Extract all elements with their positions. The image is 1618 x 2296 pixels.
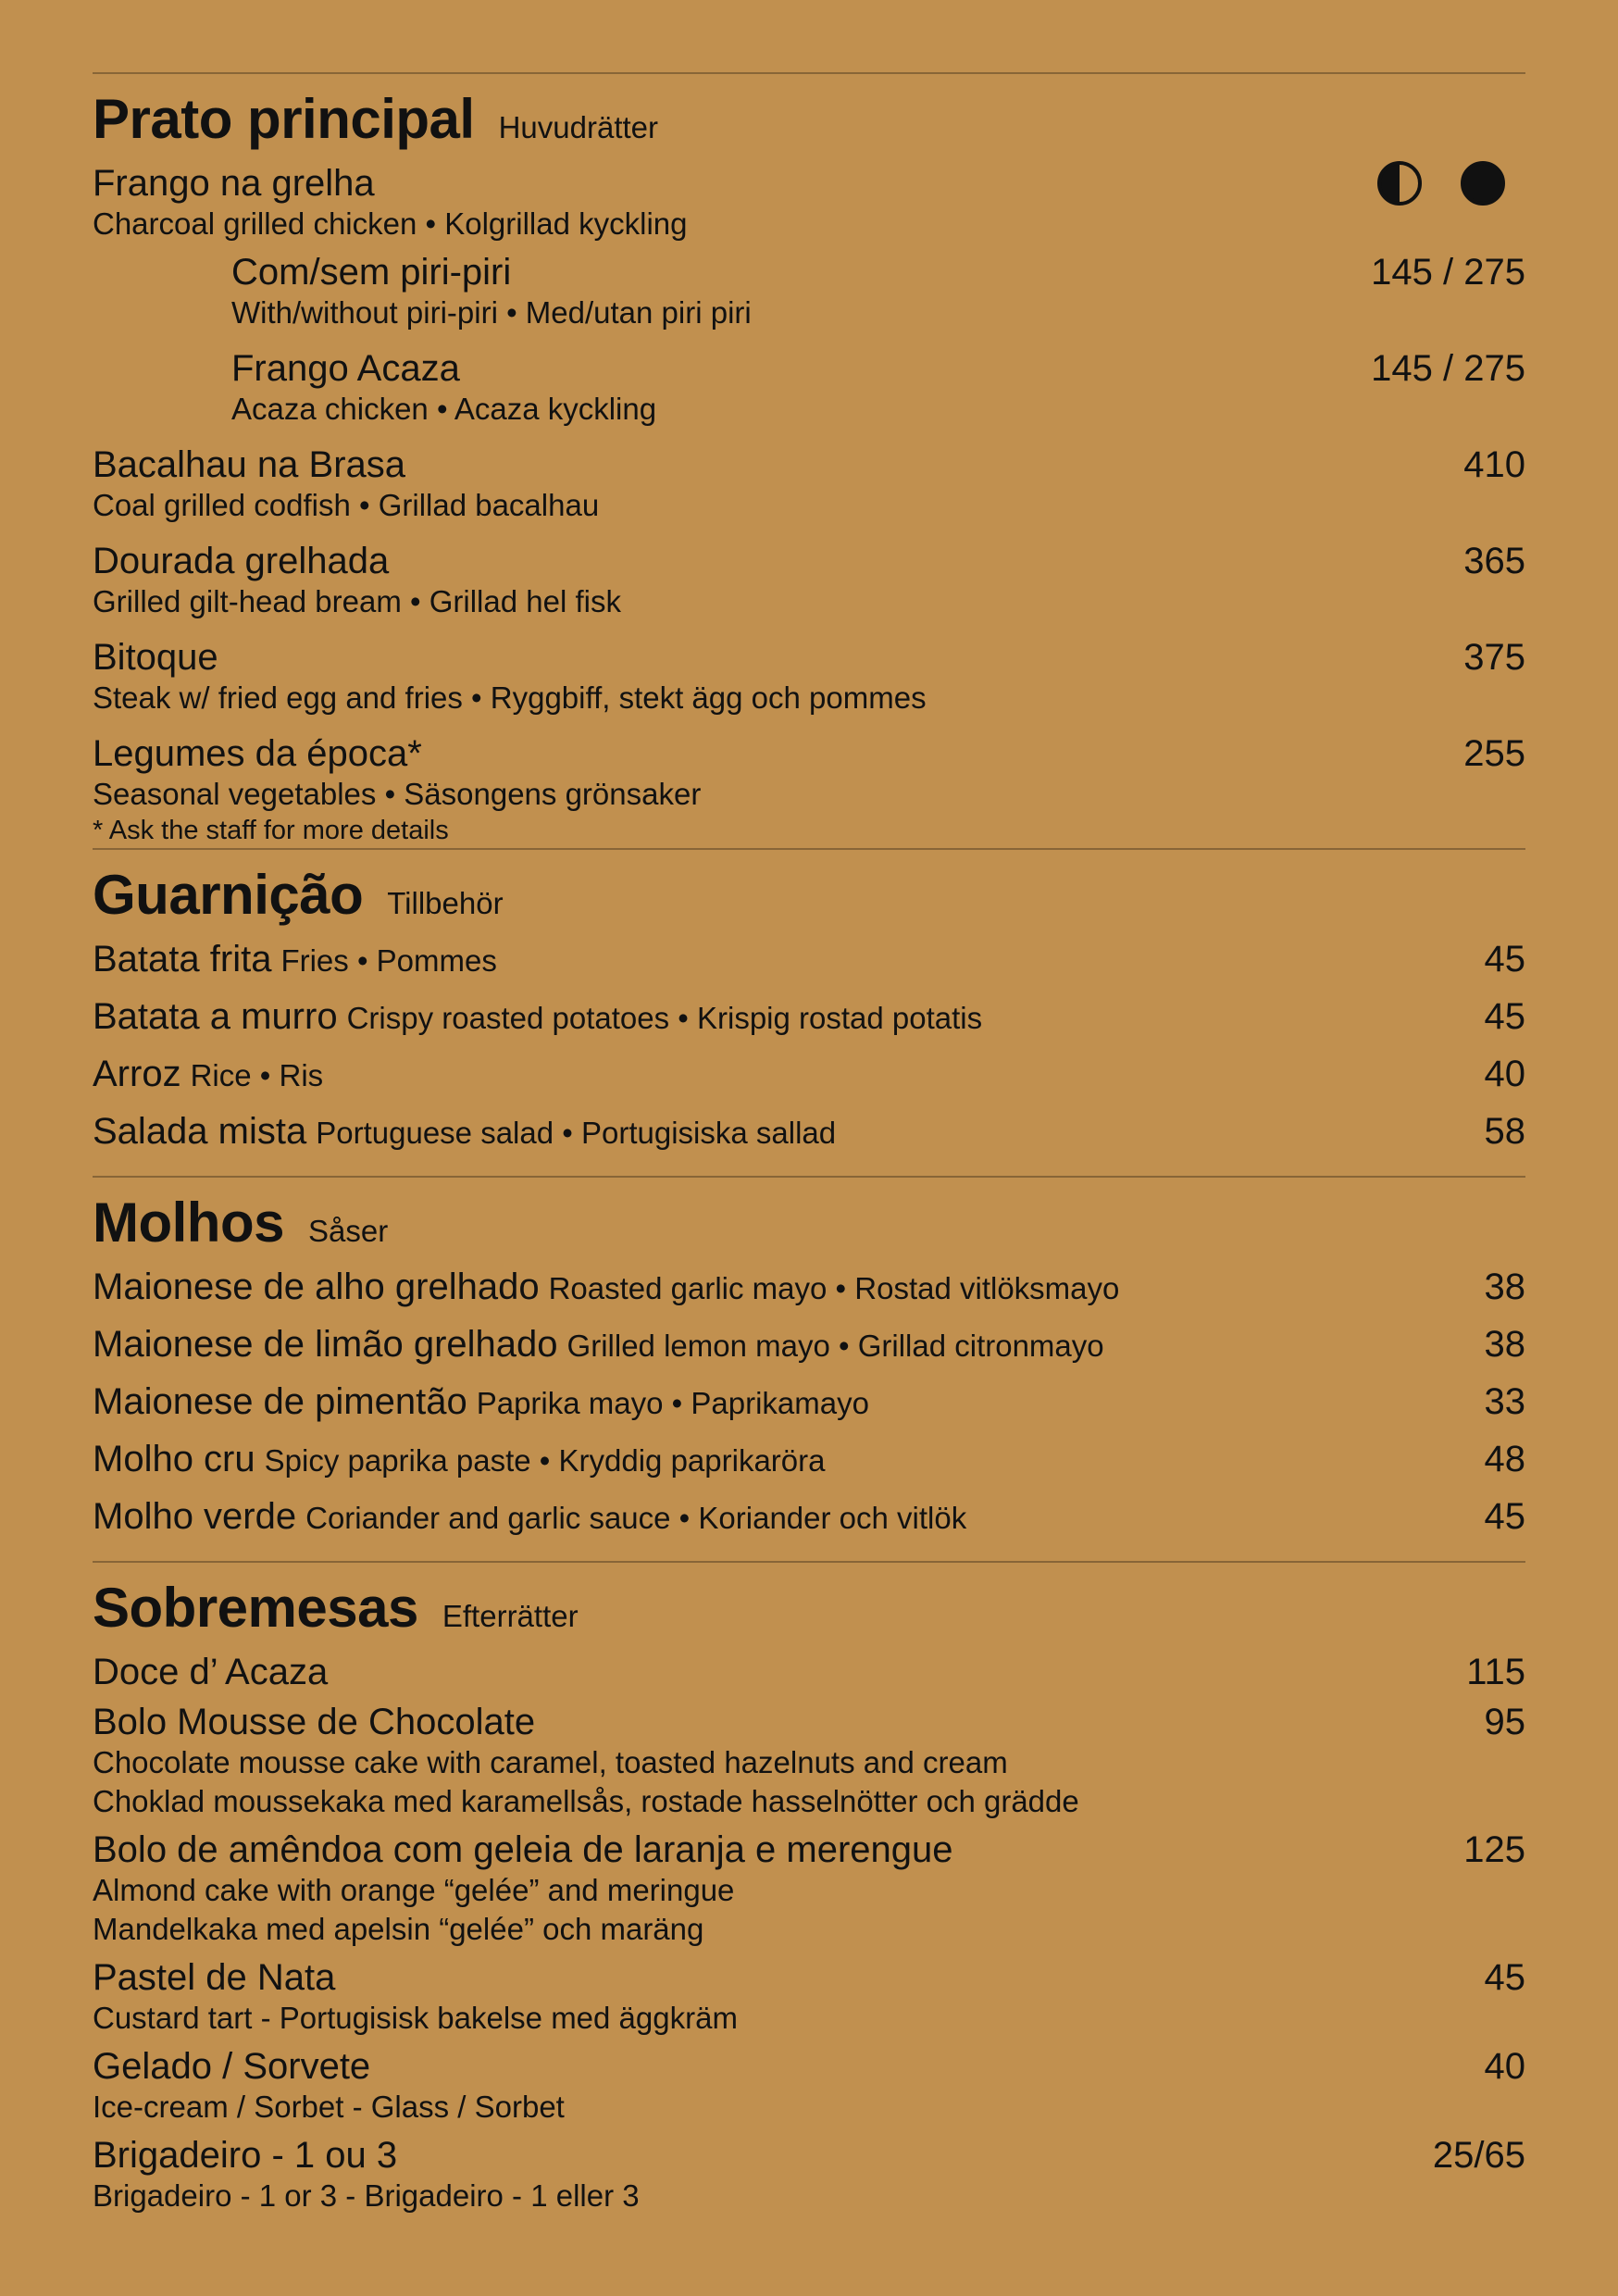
section-divider: [93, 848, 1525, 850]
menu-item: [93, 1439, 1525, 1496]
item-name: Gelado / Sorvete: [93, 2046, 371, 2087]
item-name: Molho cru: [93, 1439, 255, 1479]
section-divider: [93, 72, 1525, 74]
item-price: 40: [1484, 2046, 1525, 2087]
item-price: 45: [1484, 1496, 1525, 1537]
section-header: [93, 87, 1525, 163]
guarnicao-list: [93, 939, 1525, 1176]
item-price: 375: [1463, 637, 1525, 678]
section-title: Prato principal: [93, 88, 475, 150]
item-price: 145 / 275: [1371, 348, 1525, 389]
section-header: [93, 863, 1525, 939]
item-name: Salada mista: [93, 1111, 307, 1152]
item-name: Maionese de pimentão: [93, 1381, 467, 1422]
item-description: Custard tart - Portugisisk bakelse med äggkräm: [93, 2001, 738, 2035]
item-price: 45: [1484, 939, 1525, 980]
section-header: [93, 1191, 1525, 1267]
section-subtitle: Såser: [307, 1214, 389, 1248]
menu-item: [93, 1381, 1525, 1439]
item-name: Molho verde: [93, 1496, 297, 1537]
section-title: Guarnição: [93, 864, 364, 926]
item-name: Bolo Mousse de Chocolate: [93, 1702, 536, 1742]
item-description: Steak w/ fried egg and fries • Ryggbiff, stekt ägg och pommes: [93, 680, 927, 715]
item-description: Rice • Ris: [190, 1058, 324, 1092]
menu-item: [93, 1702, 1525, 1829]
item-price: 115: [1466, 1652, 1525, 1692]
item-name: Maionese de alho grelhado: [93, 1267, 540, 1307]
item-price: 45: [1484, 1957, 1525, 1998]
menu-item: [93, 1957, 1525, 2046]
item-price: 38: [1484, 1267, 1525, 1307]
menu-item: [93, 637, 1525, 733]
item-description: Almond cake with orange “gelée” and meringue: [93, 1873, 735, 1907]
item-name: Maionese de limão grelhado: [93, 1324, 558, 1365]
item-description-sv: Mandelkaka med apelsin “gelée” och maräng: [93, 1912, 704, 1946]
item-description: Chocolate mousse cake with caramel, toasted hazelnuts and cream: [93, 1745, 1008, 1779]
item-price: 33: [1484, 1381, 1525, 1422]
section-divider: [93, 1176, 1525, 1178]
menu-item: [93, 1054, 1525, 1111]
section-guarnicao: [93, 863, 1525, 1176]
menu-item: [93, 733, 1525, 848]
item-name: Com/sem piri-piri: [231, 252, 512, 293]
section-title: Sobremesas: [93, 1577, 418, 1639]
item-price: 25/65: [1432, 2135, 1525, 2176]
item-price: 95: [1484, 1702, 1525, 1742]
section-subtitle: Tillbehör: [387, 886, 504, 920]
item-price: 48: [1484, 1439, 1525, 1479]
item-note: * Ask the staff for more details: [93, 816, 449, 845]
item-name: Pastel de Nata: [93, 1957, 336, 1998]
item-description: Coriander and garlic sauce • Koriander och vitlök: [305, 1501, 967, 1535]
item-price: 45: [1484, 996, 1525, 1037]
menu-item: [93, 2046, 1525, 2135]
item-description: With/without piri-piri • Med/utan piri piri: [231, 295, 752, 330]
item-price: 38: [1484, 1324, 1525, 1365]
menu-item: [93, 996, 1525, 1054]
menu-item: [93, 1496, 1525, 1554]
item-description: Charcoal grilled chicken • Kolgrillad kyckling: [93, 206, 688, 241]
item-description-sv: Choklad moussekaka med karamellsås, rostade hasselnötter och grädde: [93, 1784, 1079, 1818]
item-description: Coal grilled codfish • Grillad bacalhau: [93, 488, 600, 522]
menu-item: [93, 163, 1525, 252]
item-name: Brigadeiro - 1 ou 3: [93, 2135, 398, 2176]
item-description: Portuguese salad • Portugisiska sallad: [316, 1116, 837, 1150]
item-name: Bacalhau na Brasa: [93, 444, 406, 485]
menu-item: [93, 348, 1525, 444]
section-header: [93, 1576, 1525, 1652]
item-name: Bolo de amêndoa com geleia de laranja e merengue: [93, 1829, 953, 1870]
item-price: 145 / 275: [1371, 252, 1525, 293]
item-description: Acaza chicken • Acaza kyckling: [231, 392, 657, 426]
menu-item: [93, 1829, 1525, 1957]
item-name: Doce d’ Acaza: [93, 1652, 329, 1692]
section-prato-principal: [93, 87, 1525, 848]
item-description: Brigadeiro - 1 or 3 - Brigadeiro - 1 eller 3: [93, 2178, 640, 2213]
item-price: 40: [1484, 1054, 1525, 1094]
menu-item: [93, 939, 1525, 996]
menu-item: [93, 541, 1525, 637]
molhos-list: [93, 1267, 1525, 1561]
item-name: Frango Acaza: [231, 348, 460, 389]
menu-item: [93, 1267, 1525, 1324]
menu-item: [93, 1111, 1525, 1168]
item-description: Fries • Pommes: [280, 943, 497, 978]
item-description: Grilled gilt-head bream • Grillad hel fisk: [93, 584, 621, 618]
item-name: Legumes da época*: [93, 733, 422, 774]
section-title: Molhos: [93, 1192, 284, 1254]
section-sobremesas: [93, 1576, 1525, 2224]
menu-item: [93, 252, 1525, 348]
section-subtitle: Huvudrätter: [498, 110, 659, 144]
item-description: Crispy roasted potatoes • Krispig rostad potatis: [346, 1001, 983, 1035]
item-name: Bitoque: [93, 637, 218, 678]
menu-item: [93, 2135, 1525, 2224]
item-price: 255: [1463, 733, 1525, 774]
item-name: Batata a murro: [93, 996, 338, 1037]
item-price: 410: [1463, 444, 1525, 485]
item-name: Batata frita: [93, 939, 272, 980]
item-name: Frango na grelha: [93, 163, 375, 204]
menu-item: [93, 1652, 1525, 1702]
item-description: Roasted garlic mayo • Rostad vitlöksmayo: [548, 1271, 1120, 1305]
menu-content: [93, 72, 1525, 2224]
menu-item: [93, 1324, 1525, 1381]
item-name: Dourada grelhada: [93, 541, 390, 581]
item-description: Ice-cream / Sorbet - Glass / Sorbet: [93, 2090, 565, 2124]
item-description: Seasonal vegetables • Säsongens grönsaker: [93, 777, 702, 811]
item-description: Paprika mayo • Paprikamayo: [476, 1386, 869, 1420]
section-divider: [93, 1561, 1525, 1563]
item-description: Grilled lemon mayo • Grillad citronmayo: [566, 1329, 1104, 1363]
section-molhos: [93, 1191, 1525, 1561]
item-price: 365: [1463, 541, 1525, 581]
menu-item: [93, 444, 1525, 541]
item-price: 125: [1463, 1829, 1525, 1870]
item-name: Arroz: [93, 1054, 181, 1094]
item-description: Spicy paprika paste • Kryddig paprikaröra: [264, 1443, 826, 1478]
section-subtitle: Efterrätter: [442, 1599, 579, 1633]
item-price: 58: [1484, 1111, 1525, 1152]
